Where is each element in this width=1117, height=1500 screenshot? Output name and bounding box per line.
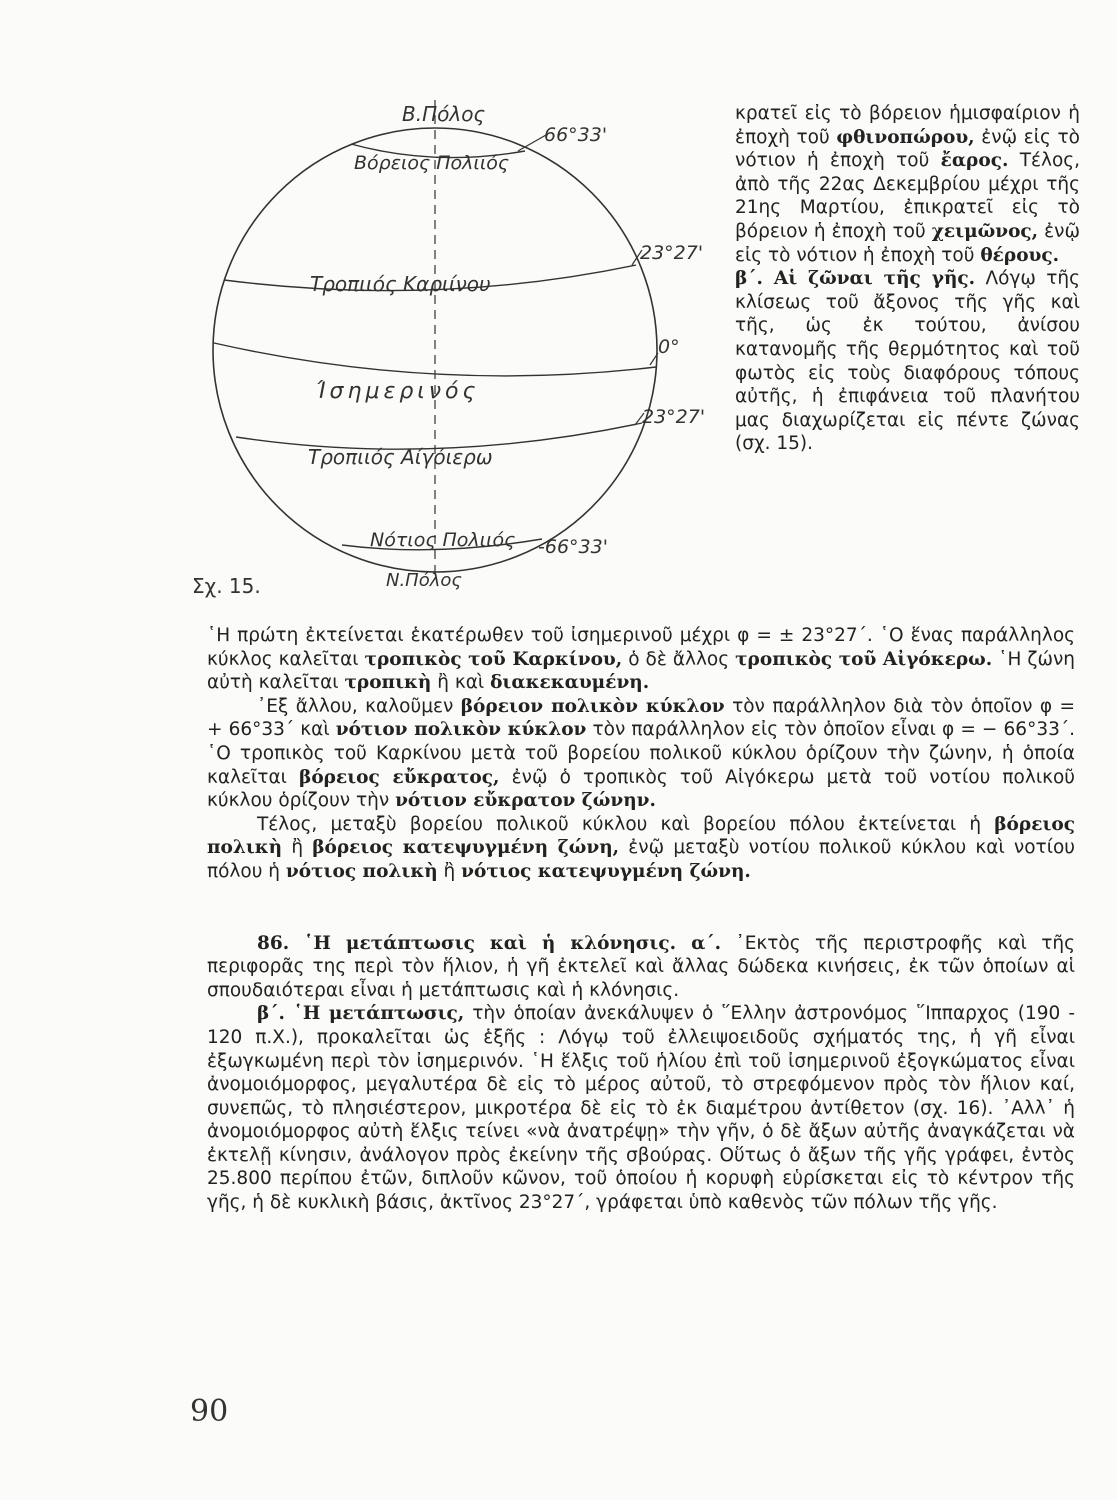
paragraph: ῾Η πρώτη ἐκτείνεται ἑκατέρωθεν τοῦ ἰσημερινοῦ μέχρι φ = ± 23°27΄. ῾Ο ἕνας παράλληλος κύκλος καλεῖται τροπικὸς τοῦ Καρκίνου, ὁ δὲ ἄλλος τροπικὸς τοῦ Αἰγόκερω. ῾Η ζώνη αὐτὴ καλεῖται τροπικὴ ἢ καὶ διακεκαυμένη. — [207, 625, 1075, 694]
tropic-capricorn-label: Τροπιιός Αίγόιερω — [308, 445, 493, 469]
equator-label: Ίσημερινός — [316, 379, 480, 404]
figure-caption: Σχ. 15. — [192, 574, 261, 598]
bold-term: φθινοπώρου, — [836, 126, 975, 148]
bold-term: διακεκαυμένη. — [490, 672, 650, 694]
arctic-circle-label: Βόρειος Πολιιός — [354, 152, 510, 174]
paragraph: κρατεῖ εἰς τὸ βόρειον ἡμισφαίριον ἡ ἐποχὴ τοῦ φθινοπώρου, ἐνῷ εἰς τὸ νότιον ἡ ἐποχὴ τοῦ ἔαρος. Τέλος, ἀπὸ τῆς 22ας Δεκεμβρίου μέχρι τῆς 21ης Μαρτίου, ἐπικρατεῖ εἰς τὸ βόρειον ἡ ἐποχὴ τοῦ χειμῶνος, ἐνῷ εἰς τὸ νότιον ἡ ἐποχὴ τοῦ θέρους. — [735, 103, 1081, 266]
tropic-cancer-label: Τροπιιός Καριίνου — [310, 272, 491, 296]
north-pole-label: Β.Πόλος — [402, 102, 486, 126]
lat-23n-label: 23°27' — [640, 242, 704, 264]
bold-term: βόρειος κατεψυγμένη ζώνη, — [312, 837, 620, 859]
section-86-heading-paragraph: 86. ῾Η μετάπτωσις καὶ ἡ κλόνησις. α΄. ᾿Εκτὸς τῆς περιστροφῆς καὶ τῆς περιφορᾶς της περὶ τὸν ἥλιον, ἡ γῆ ἐκτελεῖ καὶ ἄλλας δώδεκα κινήσεις, ἐκ τῶν ὁποίων αἱ σπουδαιότεραι εἶναι ἡ μετάπτωσις καὶ ἡ κλόνησις. — [207, 932, 1075, 1001]
lat-0-label: 0° — [658, 336, 680, 358]
bold-term: ἔαρος. — [940, 150, 1009, 172]
bold-term: χειμῶνος, — [931, 220, 1039, 242]
main-text — [207, 624, 1075, 1215]
paragraph: ᾿Εξ ἄλλου, καλοῦμεν βόρειον πολικὸν κύκλον τὸν παράλληλον διὰ τὸν ὁποῖον φ = + 66°33΄ καὶ νότιον πολικὸν κύκλον τὸν παράλληλον εἰς τὸν ὁποῖον εἶναι φ = − 66°33΄. ῾Ο τροπικὸς τοῦ Καρκίνου μετὰ τοῦ βορείου πολικοῦ κύκλου ὁρίζουν τὴν ζώνην, ἡ ὁποία καλεῖται βόρειος εὔκρατος, ἐνῷ ὁ τροπικὸς τοῦ Αἰγόκερω μετὰ τοῦ νοτίου πολικοῦ κύκλου ὁρίζουν τὴν νότιον εὔκρατον ζώνην. — [207, 695, 1076, 812]
bold-term: νότιον εὔκρατον ζώνην. — [395, 790, 656, 812]
page-number: 90 — [190, 1394, 229, 1429]
bold-term: νότιον πολικὸν κύκλον — [335, 719, 587, 741]
lat-66n-label: 66°33' — [544, 124, 608, 146]
bold-term: τροπικὴ — [344, 672, 432, 694]
bold-term: θέρους. — [980, 244, 1060, 266]
arctic-leader — [518, 135, 546, 151]
paragraph: β΄. Αἱ ζῶναι τῆς γῆς. Λόγῳ τῆς κλίσεως τοῦ ἄξονος τῆς γῆς καὶ τῆς, ὡς ἐκ τούτου, ἀνίσου κατανομῆς τῆς θερμότητος καὶ τοῦ φωτὸς εἰς τοὺς διαφόρους τόπους αὐτῆς, ἡ ἐπιφάνεια τοῦ πλανήτου μας διαχωρίζεται εἰς πέντε ζώνας (σχ. 15). — [735, 268, 1080, 455]
antarctic-circle-label: Νότιος Πολιιός — [370, 529, 516, 551]
bold-term: νότιος κατεψυγμένη ζώνη. — [461, 860, 751, 882]
bold-term: βόρειον πολικὸν κύκλον — [460, 695, 725, 717]
right-column-text — [735, 102, 1080, 456]
bold-term: τροπικὸς τοῦ Αἰγόκερω. — [735, 648, 993, 670]
bold-term: βόρειος πολικὴ — [207, 813, 1075, 859]
bold-term: 86. ῾Η μετάπτωσις καὶ ἡ κλόνησις. α΄. — [257, 932, 722, 954]
globe-diagram — [180, 95, 720, 615]
bold-term: β΄. ῾Η μετάπτωσις, — [257, 1003, 465, 1025]
paragraph: β΄. ῾Η μετάπτωσις, τὴν ὁποίαν ἀνεκάλυψεν ὁ ῞Ελλην ἀστρονόμος ῞Ιππαρχος (190 - 120 π.Χ.), προκαλεῖται ὡς ἑξῆς : Λόγῳ τοῦ ἐλλειψοειδοῦς σχήματός της, ἡ γῆ εἶναι ἐξωγκωμένη περὶ τὸν ἰσημερινόν. ῾Η ἕλξις τοῦ ἡλίου ἐπὶ τοῦ ἰσημερινοῦ ἐξογκώματος εἶναι ἀνομοιόμορφος, μεγαλυτέρα δὲ εἰς τὸ μέρος αὐτοῦ, τὸ στρεφόμενον πρὸς τὸν ἥλιον καί, συνεπῶς, τὸ πλησιέστερον, μικροτέρα δὲ εἰς τὸ ἐκ διαμέτρου ἀντίθετον (σχ. 16). ᾿Αλλ᾿ ἡ ἀνομοιόμορφος αὐτὴ ἕλξις τείνει «νὰ ἀνατρέψῃ» τὴν γῆν, ὁ δὲ ἄξων αὐτῆς ἀναγκάζεται νὰ ἐκτελῇ κίνησιν, ἀνάλογον πρὸς ἐκείνην τῆς σβούρας. Οὕτως ὁ ἄξων τῆς γῆς γράφει, ἐντὸς 25.800 περίπου ἐτῶν, διπλοῦν κῶνον, τοῦ ὁποίου ἡ κορυφὴ εὑρίσκεται εἰς τὸ κέντρον τῆς γῆς, ἡ δὲ κυκλικὴ βάσις, ἀκτῖνος 23°27΄, γράφεται ὑπὸ καθενὸς τῶν πόλων τῆς γῆς. — [207, 1003, 1076, 1214]
earth-zones-figure — [180, 95, 720, 615]
bold-term: τροπικὸς τοῦ Καρκίνου, — [364, 648, 623, 670]
bold-term: βόρειος εὔκρατος, — [299, 766, 500, 788]
lat-66s-label: -66°33' — [538, 536, 608, 558]
bold-term: νότιος πολικὴ — [285, 860, 438, 882]
south-pole-label: Ν.Πόλος — [386, 570, 462, 591]
bold-term: β΄. Αἱ ζῶναι τῆς γῆς. — [735, 268, 976, 290]
paragraph: Τέλος, μεταξὺ βορείου πολικοῦ κύκλου καὶ βορείου πόλου ἐκτείνεται ἡ βόρειος πολικὴ ἢ βόρειος κατεψυγμένη ζώνη, ἐνῷ μεταξὺ νοτίου πολικοῦ κύκλου καὶ νοτίου πόλου ἡ νότιος πολικὴ ἢ νότιος κατεψυγμένη ζώνη. — [207, 813, 1075, 882]
lat-23s-label: 23°27' — [642, 406, 706, 428]
